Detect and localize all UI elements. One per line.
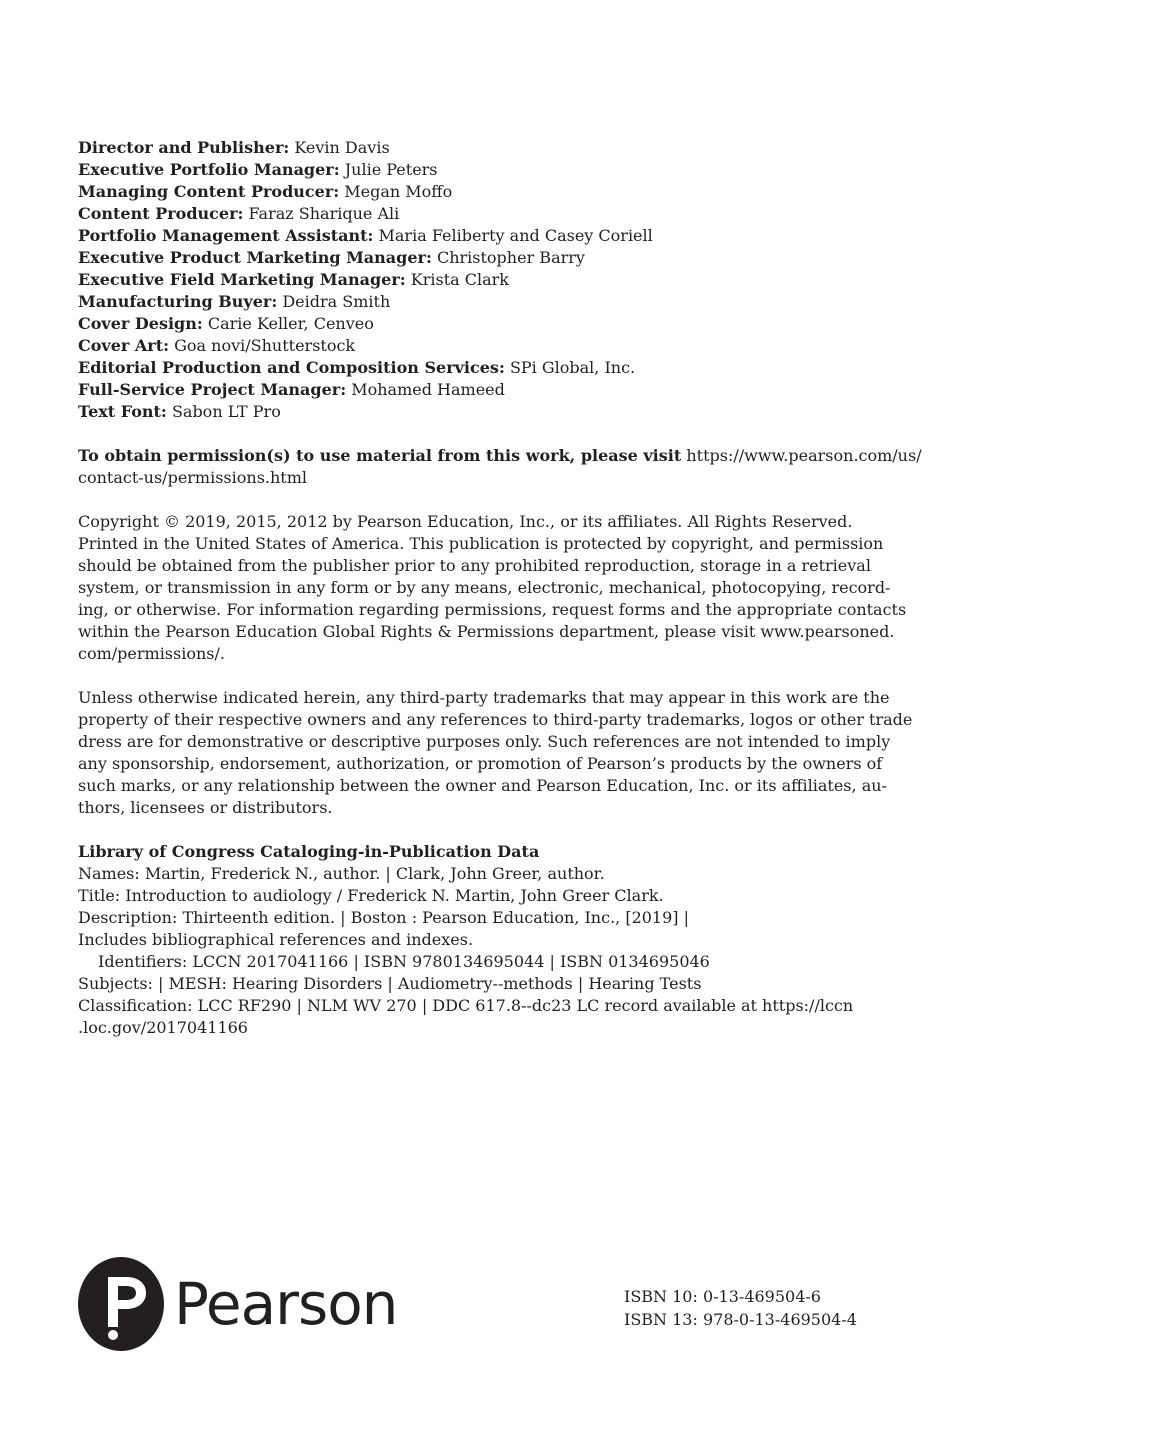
cip-data: [78, 841, 878, 1039]
isbn-10: ISBN 10: 0-13-469504-6: [624, 1287, 821, 1306]
trademark-line: any sponsorship, endorsement, authorization, or promotion of Pearson’s products by the owners of: [78, 754, 883, 773]
credit-line: [78, 291, 878, 313]
credit-line: [78, 137, 878, 159]
copyright-line: Printed in the United States of America. This publication is protected by copyright, and permission: [78, 534, 884, 553]
permission-url-continued[interactable]: contact-us/permissions.html: [78, 468, 308, 487]
credit-role: Executive Field Marketing Manager:: [78, 270, 406, 289]
credit-role: Director and Publisher:: [78, 138, 290, 157]
credit-name: SPi Global, Inc.: [509, 358, 636, 377]
trademark-line: such marks, or any relationship between the owner and Pearson Education, Inc. or its affiliates, au-: [78, 776, 887, 795]
credit-name: Sabon LT Pro: [171, 402, 281, 421]
credit-line: [78, 269, 878, 291]
credit-name: Kevin Davis: [294, 138, 390, 157]
permission-url[interactable]: https://www.pearson.com/us/: [686, 446, 922, 465]
credit-role: Executive Portfolio Manager:: [78, 160, 340, 179]
credit-name: Krista Clark: [410, 270, 509, 289]
credit-role: Executive Product Marketing Manager:: [78, 248, 432, 267]
pearson-logo: [78, 1257, 408, 1353]
copyright-line: system, or transmission in any form or by any means, electronic, mechanical, photocopying, record-: [78, 578, 891, 597]
credit-line: [78, 181, 878, 203]
cip-subjects: Subjects: | MESH: Hearing Disorders | Audiometry--methods | Hearing Tests: [78, 974, 702, 993]
credit-role: Cover Design:: [78, 314, 203, 333]
permission-notice: [78, 445, 922, 489]
pearson-p-logo-icon: [78, 1257, 164, 1351]
credit-role: Managing Content Producer:: [78, 182, 340, 201]
cip-line: Names: Martin, Frederick N., author. | Clark, John Greer, author.: [78, 864, 605, 883]
copyright-page: [78, 137, 922, 1061]
cip-identifiers: Identifiers: LCCN 2017041166 | ISBN 9780134695044 | ISBN 0134695046: [98, 952, 710, 971]
credit-role: Portfolio Management Assistant:: [78, 226, 374, 245]
copyright-line: should be obtained from the publisher prior to any prohibited reproduction, storage in a retrieval: [78, 556, 871, 575]
credit-role: Editorial Production and Composition Services:: [78, 358, 505, 377]
copyright-line: com/permissions/.: [78, 644, 225, 663]
isbn-13: ISBN 13: 978-0-13-469504-4: [624, 1310, 857, 1329]
credit-role: Text Font:: [78, 402, 167, 421]
credit-name: Megan Moffo: [344, 182, 453, 201]
credit-line: [78, 225, 878, 247]
trademark-line: property of their respective owners and any references to third-party trademarks, logos or other trade: [78, 710, 913, 729]
pearson-p-glyph: [78, 1257, 164, 1351]
cip-heading-text: Library of Congress Cataloging-in-Publication Data: [78, 842, 540, 861]
cip-line: Title: Introduction to audiology / Frederick N. Martin, John Greer Clark.: [78, 886, 664, 905]
credit-role: Cover Art:: [78, 336, 170, 355]
credit-line: [78, 401, 878, 423]
credit-role: Full-Service Project Manager:: [78, 380, 347, 399]
credit-role: Manufacturing Buyer:: [78, 292, 278, 311]
isbn-block: [624, 1285, 857, 1331]
cip-classification-continued: .loc.gov/2017041166: [78, 1018, 248, 1037]
credit-line: [78, 203, 878, 225]
credit-line: [78, 335, 878, 357]
cip-line: Includes bibliographical references and indexes.: [78, 930, 474, 949]
copyright-paragraph: [78, 511, 907, 665]
copyright-line: ing, or otherwise. For information regarding permissions, request forms and the appropriate contacts: [78, 600, 907, 619]
cip-line: Description: Thirteenth edition. | Boston : Pearson Education, Inc., [2019] |: [78, 908, 690, 927]
permission-line: [78, 445, 922, 467]
trademark-line: thors, licensees or distributors.: [78, 798, 333, 817]
credit-line: [78, 379, 878, 401]
credit-line: [78, 247, 878, 269]
credit-name: Deidra Smith: [282, 292, 391, 311]
trademark-line: Unless otherwise indicated herein, any third-party trademarks that may appear in this work are the: [78, 688, 890, 707]
copyright-line: within the Pearson Education Global Rights & Permissions department, please visit www.pearsoned.: [78, 622, 895, 641]
credit-name: Goa novi/Shutterstock: [174, 336, 356, 355]
credit-name: Faraz Sharique Ali: [248, 204, 400, 223]
credit-line: [78, 313, 878, 335]
credit-line: [78, 159, 878, 181]
trademark-line: dress are for demonstrative or descriptive purposes only. Such references are not intended to imply: [78, 732, 891, 751]
credit-name: Christopher Barry: [436, 248, 585, 267]
credit-role: Content Producer:: [78, 204, 244, 223]
credit-name: Julie Peters: [344, 160, 438, 179]
credits-list: [78, 137, 878, 423]
pearson-wordmark: Pearson: [174, 1270, 398, 1338]
cip-heading: [78, 841, 878, 863]
permission-lead: To obtain permission(s) to use material from this work, please visit: [78, 446, 682, 465]
credit-name: Mohamed Hameed: [351, 380, 505, 399]
trademark-paragraph: [78, 687, 913, 819]
cip-classification: Classification: LCC RF290 | NLM WV 270 | DDC 617.8--dc23 LC record available at https://lccn: [78, 996, 854, 1015]
credit-name: Maria Feliberty and Casey Coriell: [378, 226, 653, 245]
copyright-line: Copyright © 2019, 2015, 2012 by Pearson Education, Inc., or its affiliates. All Rights Reserved.: [78, 512, 853, 531]
credit-name: Carie Keller, Cenveo: [207, 314, 374, 333]
credit-line: [78, 357, 878, 379]
